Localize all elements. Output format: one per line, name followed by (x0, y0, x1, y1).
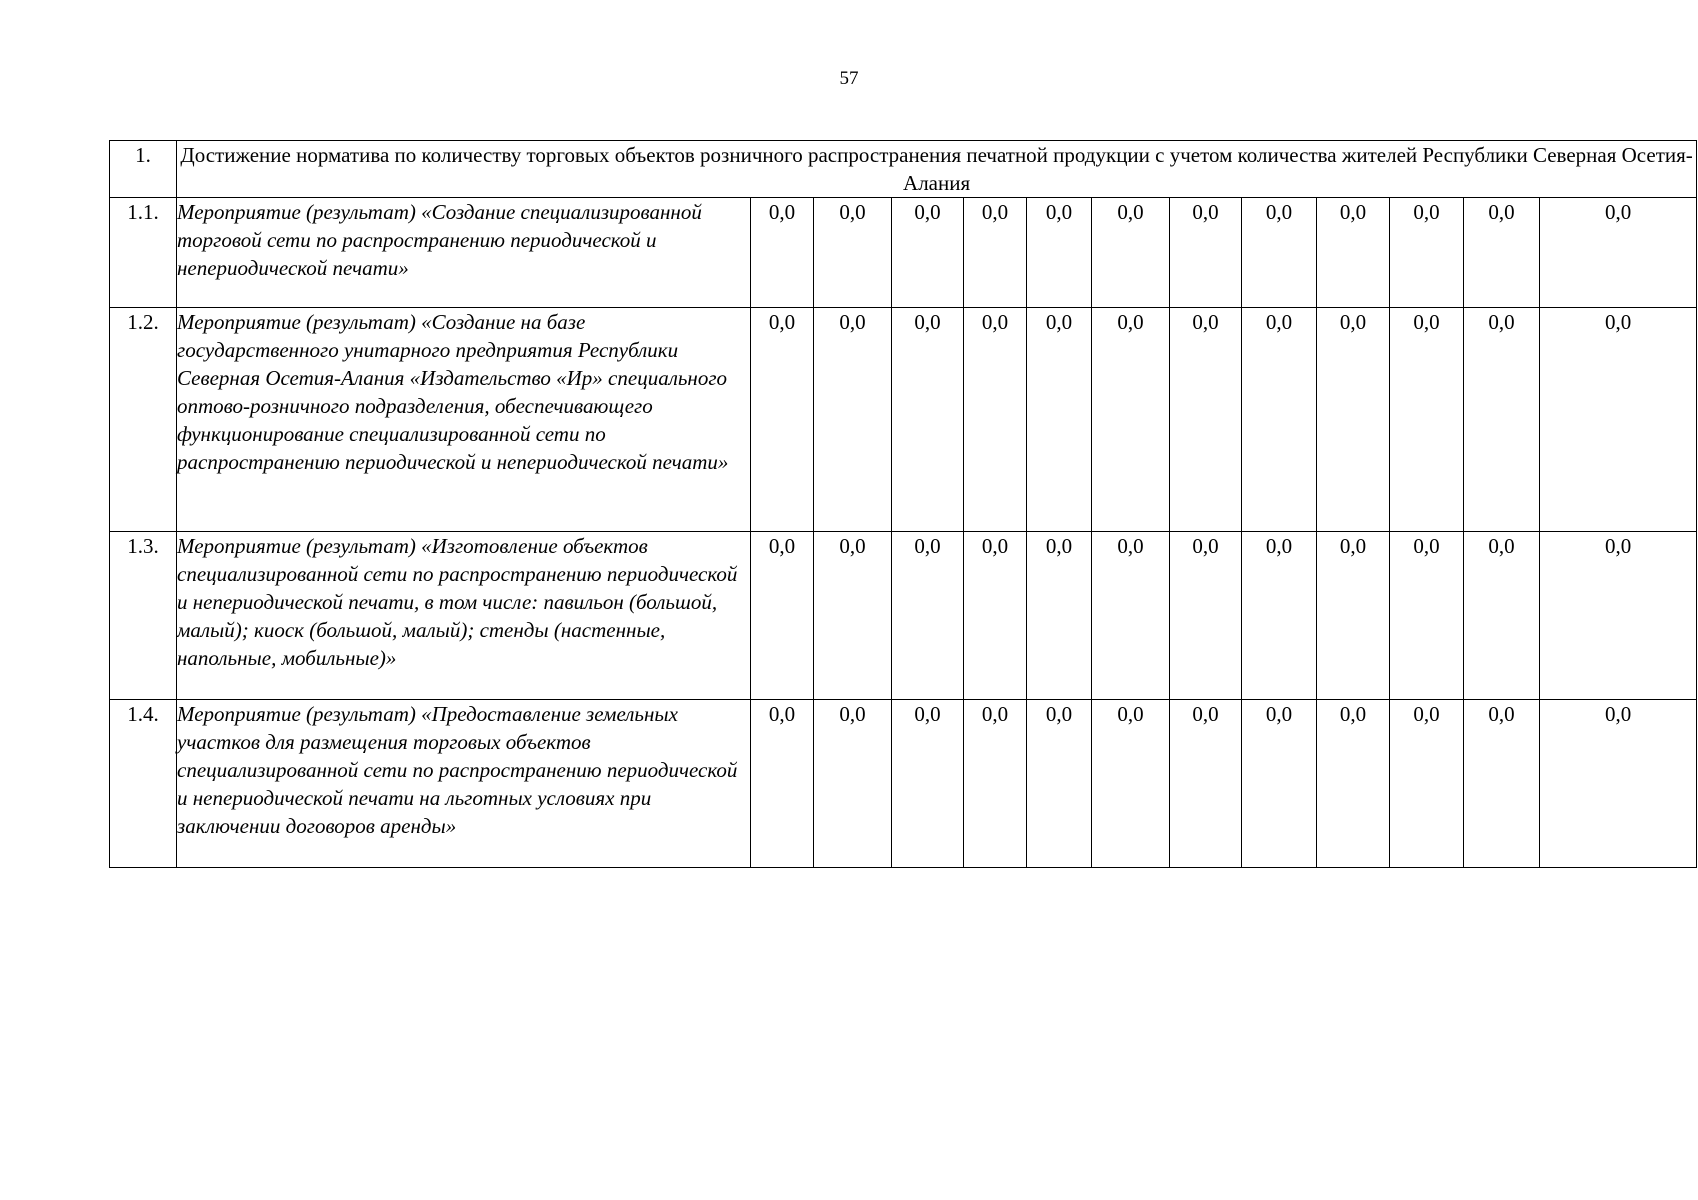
value-cell: 0,0 (892, 700, 964, 868)
row-description: Мероприятие (результат) «Создание специализированной торговой сети по распространению периодической и непериодической печати» (177, 198, 751, 308)
value-cell: 0,0 (1464, 700, 1540, 868)
value-cell: 0,0 (892, 308, 964, 532)
value-cell: 0,0 (1242, 198, 1317, 308)
row-number: 1.3. (110, 532, 177, 700)
value-cell: 0,0 (1317, 532, 1390, 700)
value-cell: 0,0 (1390, 532, 1464, 700)
value-cell: 0,0 (751, 308, 814, 532)
value-cell: 0,0 (1242, 700, 1317, 868)
value-cell: 0,0 (814, 198, 892, 308)
row-number: 1.4. (110, 700, 177, 868)
value-cell: 0,0 (1540, 700, 1697, 868)
value-cell: 0,0 (1027, 308, 1092, 532)
value-cell: 0,0 (892, 198, 964, 308)
section-row (110, 141, 1697, 198)
row-description: Мероприятие (результат) «Создание на базе государственного унитарного предприятия Республики Северная Осетия-Алания «Издательство «Ир» специального оптово-розничного подразделения, обеспечивающего функционирование специализированной сети по распространению периодической и непериодической печати» (177, 308, 751, 532)
value-cell: 0,0 (1027, 532, 1092, 700)
section-title: Достижение норматива по количеству торговых объектов розничного распространения печатной продукции с учетом количества жителей Республики Северная Осетия-Алания (177, 141, 1697, 198)
table-row (110, 198, 1697, 308)
value-cell: 0,0 (1170, 198, 1242, 308)
value-cell: 0,0 (964, 700, 1027, 868)
value-cell: 0,0 (1540, 198, 1697, 308)
value-cell: 0,0 (814, 700, 892, 868)
value-cell: 0,0 (1464, 198, 1540, 308)
table-row (110, 308, 1697, 532)
value-cell: 0,0 (964, 308, 1027, 532)
value-cell: 0,0 (1390, 198, 1464, 308)
value-cell: 0,0 (1317, 198, 1390, 308)
value-cell: 0,0 (751, 700, 814, 868)
value-cell: 0,0 (1317, 308, 1390, 532)
page-number: 57 (839, 68, 859, 89)
row-description: Мероприятие (результат) «Изготовление объектов специализированной сети по распространению периодической и непериодической печати, в том числе: павильон (большой, малый); киоск (большой, малый); стенды (настенные, напольные, мобильные)» (177, 532, 751, 700)
row-description: Мероприятие (результат) «Предоставление земельных участков для размещения торговых объектов специализированной сети по распространению периодической и непериодической печати на льготных условиях при заключении договоров аренды» (177, 700, 751, 868)
value-cell: 0,0 (1092, 308, 1170, 532)
value-cell: 0,0 (1027, 700, 1092, 868)
value-cell: 0,0 (814, 308, 892, 532)
value-cell: 0,0 (1390, 308, 1464, 532)
value-cell: 0,0 (1027, 198, 1092, 308)
value-cell: 0,0 (1540, 532, 1697, 700)
value-cell: 0,0 (1464, 308, 1540, 532)
value-cell: 0,0 (1170, 700, 1242, 868)
value-cell: 0,0 (964, 532, 1027, 700)
value-cell: 0,0 (1390, 700, 1464, 868)
value-cell: 0,0 (1242, 532, 1317, 700)
row-number: 1.1. (110, 198, 177, 308)
value-cell: 0,0 (1092, 198, 1170, 308)
value-cell: 0,0 (1170, 532, 1242, 700)
table-row (110, 700, 1697, 868)
row-number: 1.2. (110, 308, 177, 532)
value-cell: 0,0 (1170, 308, 1242, 532)
value-cell: 0,0 (1464, 532, 1540, 700)
value-cell: 0,0 (1092, 700, 1170, 868)
value-cell: 0,0 (1540, 308, 1697, 532)
value-cell: 0,0 (751, 198, 814, 308)
value-cell: 0,0 (1092, 532, 1170, 700)
value-cell: 0,0 (1242, 308, 1317, 532)
value-cell: 0,0 (892, 532, 964, 700)
value-cell: 0,0 (964, 198, 1027, 308)
table-row (110, 532, 1697, 700)
value-cell: 0,0 (1317, 700, 1390, 868)
indicators-table (109, 140, 1697, 868)
section-number: 1. (110, 141, 177, 198)
value-cell: 0,0 (751, 532, 814, 700)
value-cell: 0,0 (814, 532, 892, 700)
